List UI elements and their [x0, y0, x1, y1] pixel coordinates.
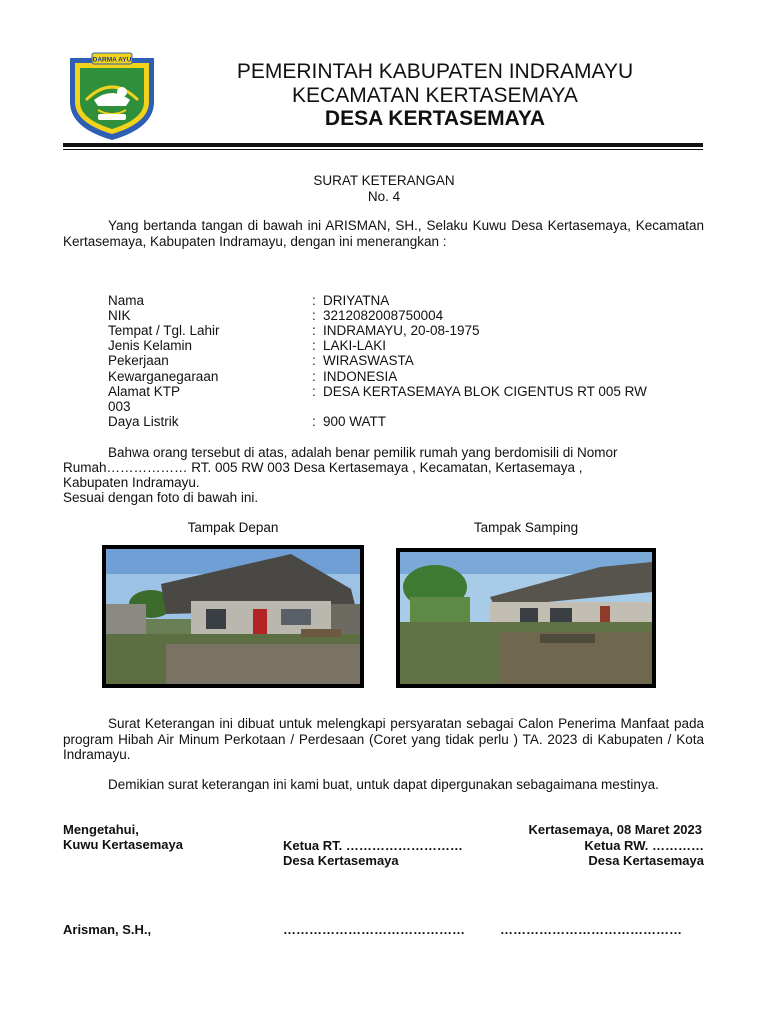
photo-side-view: [396, 548, 656, 688]
purpose-paragraph: Surat Keterangan ini dibuat untuk melengkapi persyaratan sebagai Calon Penerima Manfaat pada program Hibah Air Minum Perkotaan / Perdesaan (Coret yang tidak perlu ) TA. 2023 di Kabupaten / Kota Indramayu.: [63, 716, 704, 762]
sign-known-label: Mengetahui,: [63, 822, 139, 837]
sign-rt-name: ……………………………………: [283, 922, 465, 937]
statement-line-1: Bahwa orang tersebut di atas, adalah benar pemilik rumah yang berdomisili di Nomor: [108, 445, 618, 460]
photo-front-view: [102, 545, 364, 688]
sign-rw-village: Desa Kertasemaya: [588, 853, 704, 868]
header-divider-thick: [63, 143, 703, 147]
letter-number: No. 4: [367, 189, 401, 204]
sign-village-head-name: Arisman, S.H.,: [63, 922, 152, 937]
sign-date: Kertasemaya, 08 Maret 2023: [528, 822, 702, 837]
regency-logo: [64, 50, 160, 142]
sign-rw-name: ……………………………………: [500, 922, 682, 937]
sign-rw-title: Ketua RW. …………: [584, 838, 704, 853]
letter-title: SURAT KETERANGAN: [313, 173, 455, 188]
sign-village-head-title: Kuwu Kertasemaya: [63, 837, 183, 852]
header-village: DESA KERTASEMAYA: [324, 107, 546, 130]
header-divider-thin: [63, 149, 703, 150]
statement-line-2: Rumah……………… RT. 005 RW 003 Desa Kertasemaya , Kecamatan, Kertasemaya ,: [63, 460, 583, 475]
header-government: PEMERINTAH KABUPATEN INDRAMAYU: [236, 60, 634, 83]
sign-rt-village: Desa Kertasemaya: [283, 853, 399, 868]
photo-side-caption: Tampak Samping: [473, 520, 579, 535]
photo-front-caption: Tampak Depan: [187, 520, 279, 535]
statement-line-3: Kabupaten Indramayu.: [63, 475, 200, 490]
statement-line-4: Sesuai dengan foto di bawah ini.: [63, 490, 259, 505]
header-district: KECAMATAN KERTASEMAYA: [292, 84, 578, 107]
logo-motto: DARMA AYU: [92, 56, 132, 64]
intro-paragraph: Yang bertanda tangan di bawah ini ARISMAN, SH., Selaku Kuwu Desa Kertasemaya, Kecamatan Kertasemaya, Kabupaten Indramayu, dengan ini menerangkan :: [63, 218, 704, 249]
sign-rt-title: Ketua RT. ………………………: [283, 838, 463, 853]
closing-paragraph: Demikian surat keterangan ini kami buat, untuk dapat dipergunakan sebagaimana mestinya.: [108, 777, 659, 792]
